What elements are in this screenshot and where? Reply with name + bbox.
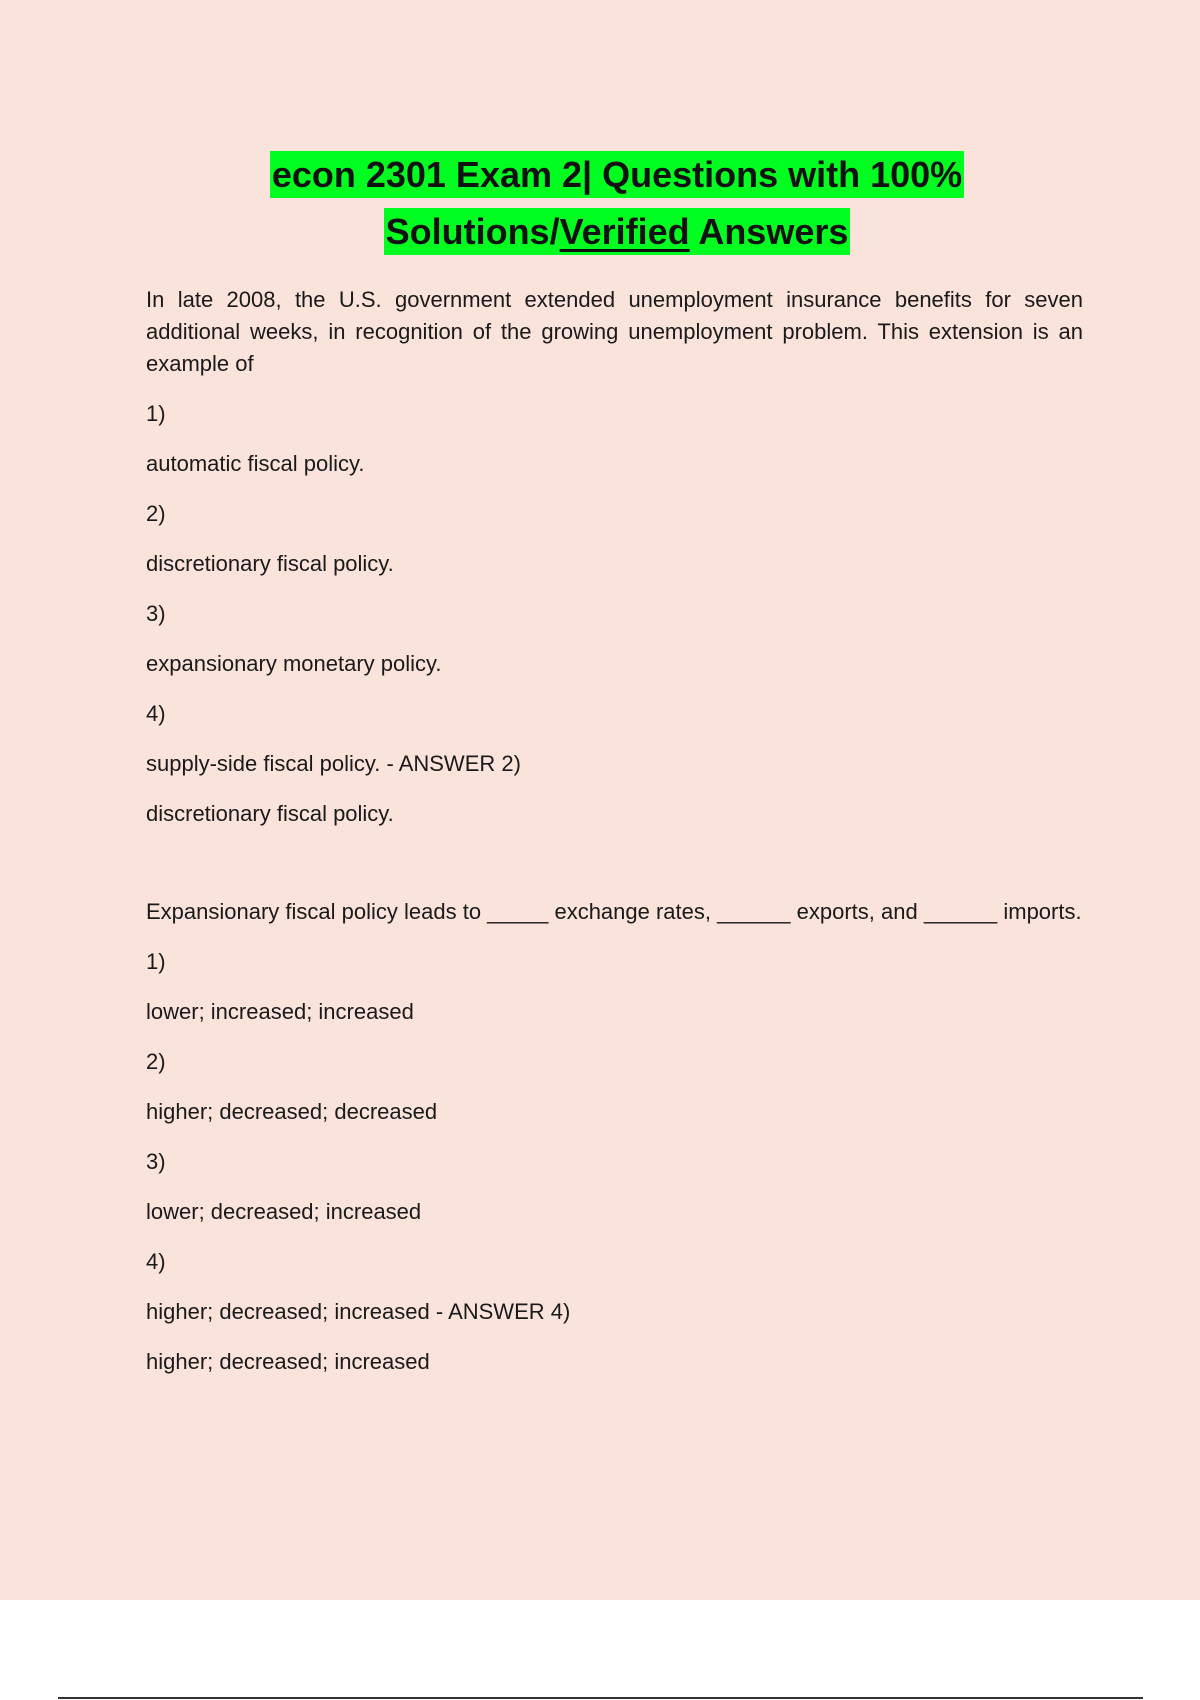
title-line-1	[0, 146, 1200, 203]
option-number: 4)	[146, 1249, 166, 1274]
option-text: expansionary monetary policy.	[146, 651, 442, 676]
option-text: higher; decreased; increased - ANSWER 4)	[146, 1299, 571, 1324]
option-text: lower; increased; increased	[146, 999, 414, 1024]
answer-text: higher; decreased; increased	[146, 1349, 430, 1374]
answer-text: discretionary fiscal policy.	[146, 801, 394, 826]
option-number: 2)	[146, 1049, 166, 1074]
question-prompt: In late 2008, the U.S. government extended unemployment insurance benefits for seven additional weeks, in recognition of the growing unemployment problem. This extension is an example of	[146, 287, 1083, 376]
question-spacer	[146, 848, 1083, 896]
question-block-1	[146, 284, 1083, 830]
option-text: lower; decreased; increased	[146, 1199, 422, 1224]
option-number: 1)	[146, 401, 166, 426]
option-text: supply-side fiscal policy. - ANSWER 2)	[146, 751, 521, 776]
option-number: 3)	[146, 601, 166, 626]
option-number: 1)	[146, 949, 166, 974]
title-line-2-underlined: Verified	[559, 211, 690, 252]
question-prompt: Expansionary fiscal policy leads to _____ exchange rates, ______ exports, and ______ imports.	[146, 899, 1082, 924]
title-line-2-highlight	[384, 208, 851, 255]
option-text: higher; decreased; decreased	[146, 1099, 438, 1124]
document-title	[0, 146, 1200, 260]
document-content	[146, 284, 1083, 1396]
footer-divider	[58, 1697, 1143, 1699]
option-text: discretionary fiscal policy.	[146, 551, 394, 576]
title-line-1-text: econ 2301 Exam 2| Questions with 100%	[270, 151, 964, 198]
question-block-2	[146, 896, 1083, 1378]
option-number: 3)	[146, 1149, 166, 1174]
title-line-2	[0, 203, 1200, 260]
title-line-2-part2: Answers	[689, 211, 849, 252]
option-text: automatic fiscal policy.	[146, 451, 365, 476]
option-number: 4)	[146, 701, 166, 726]
title-line-2-part1: Solutions/	[385, 211, 560, 252]
option-number: 2)	[146, 501, 166, 526]
